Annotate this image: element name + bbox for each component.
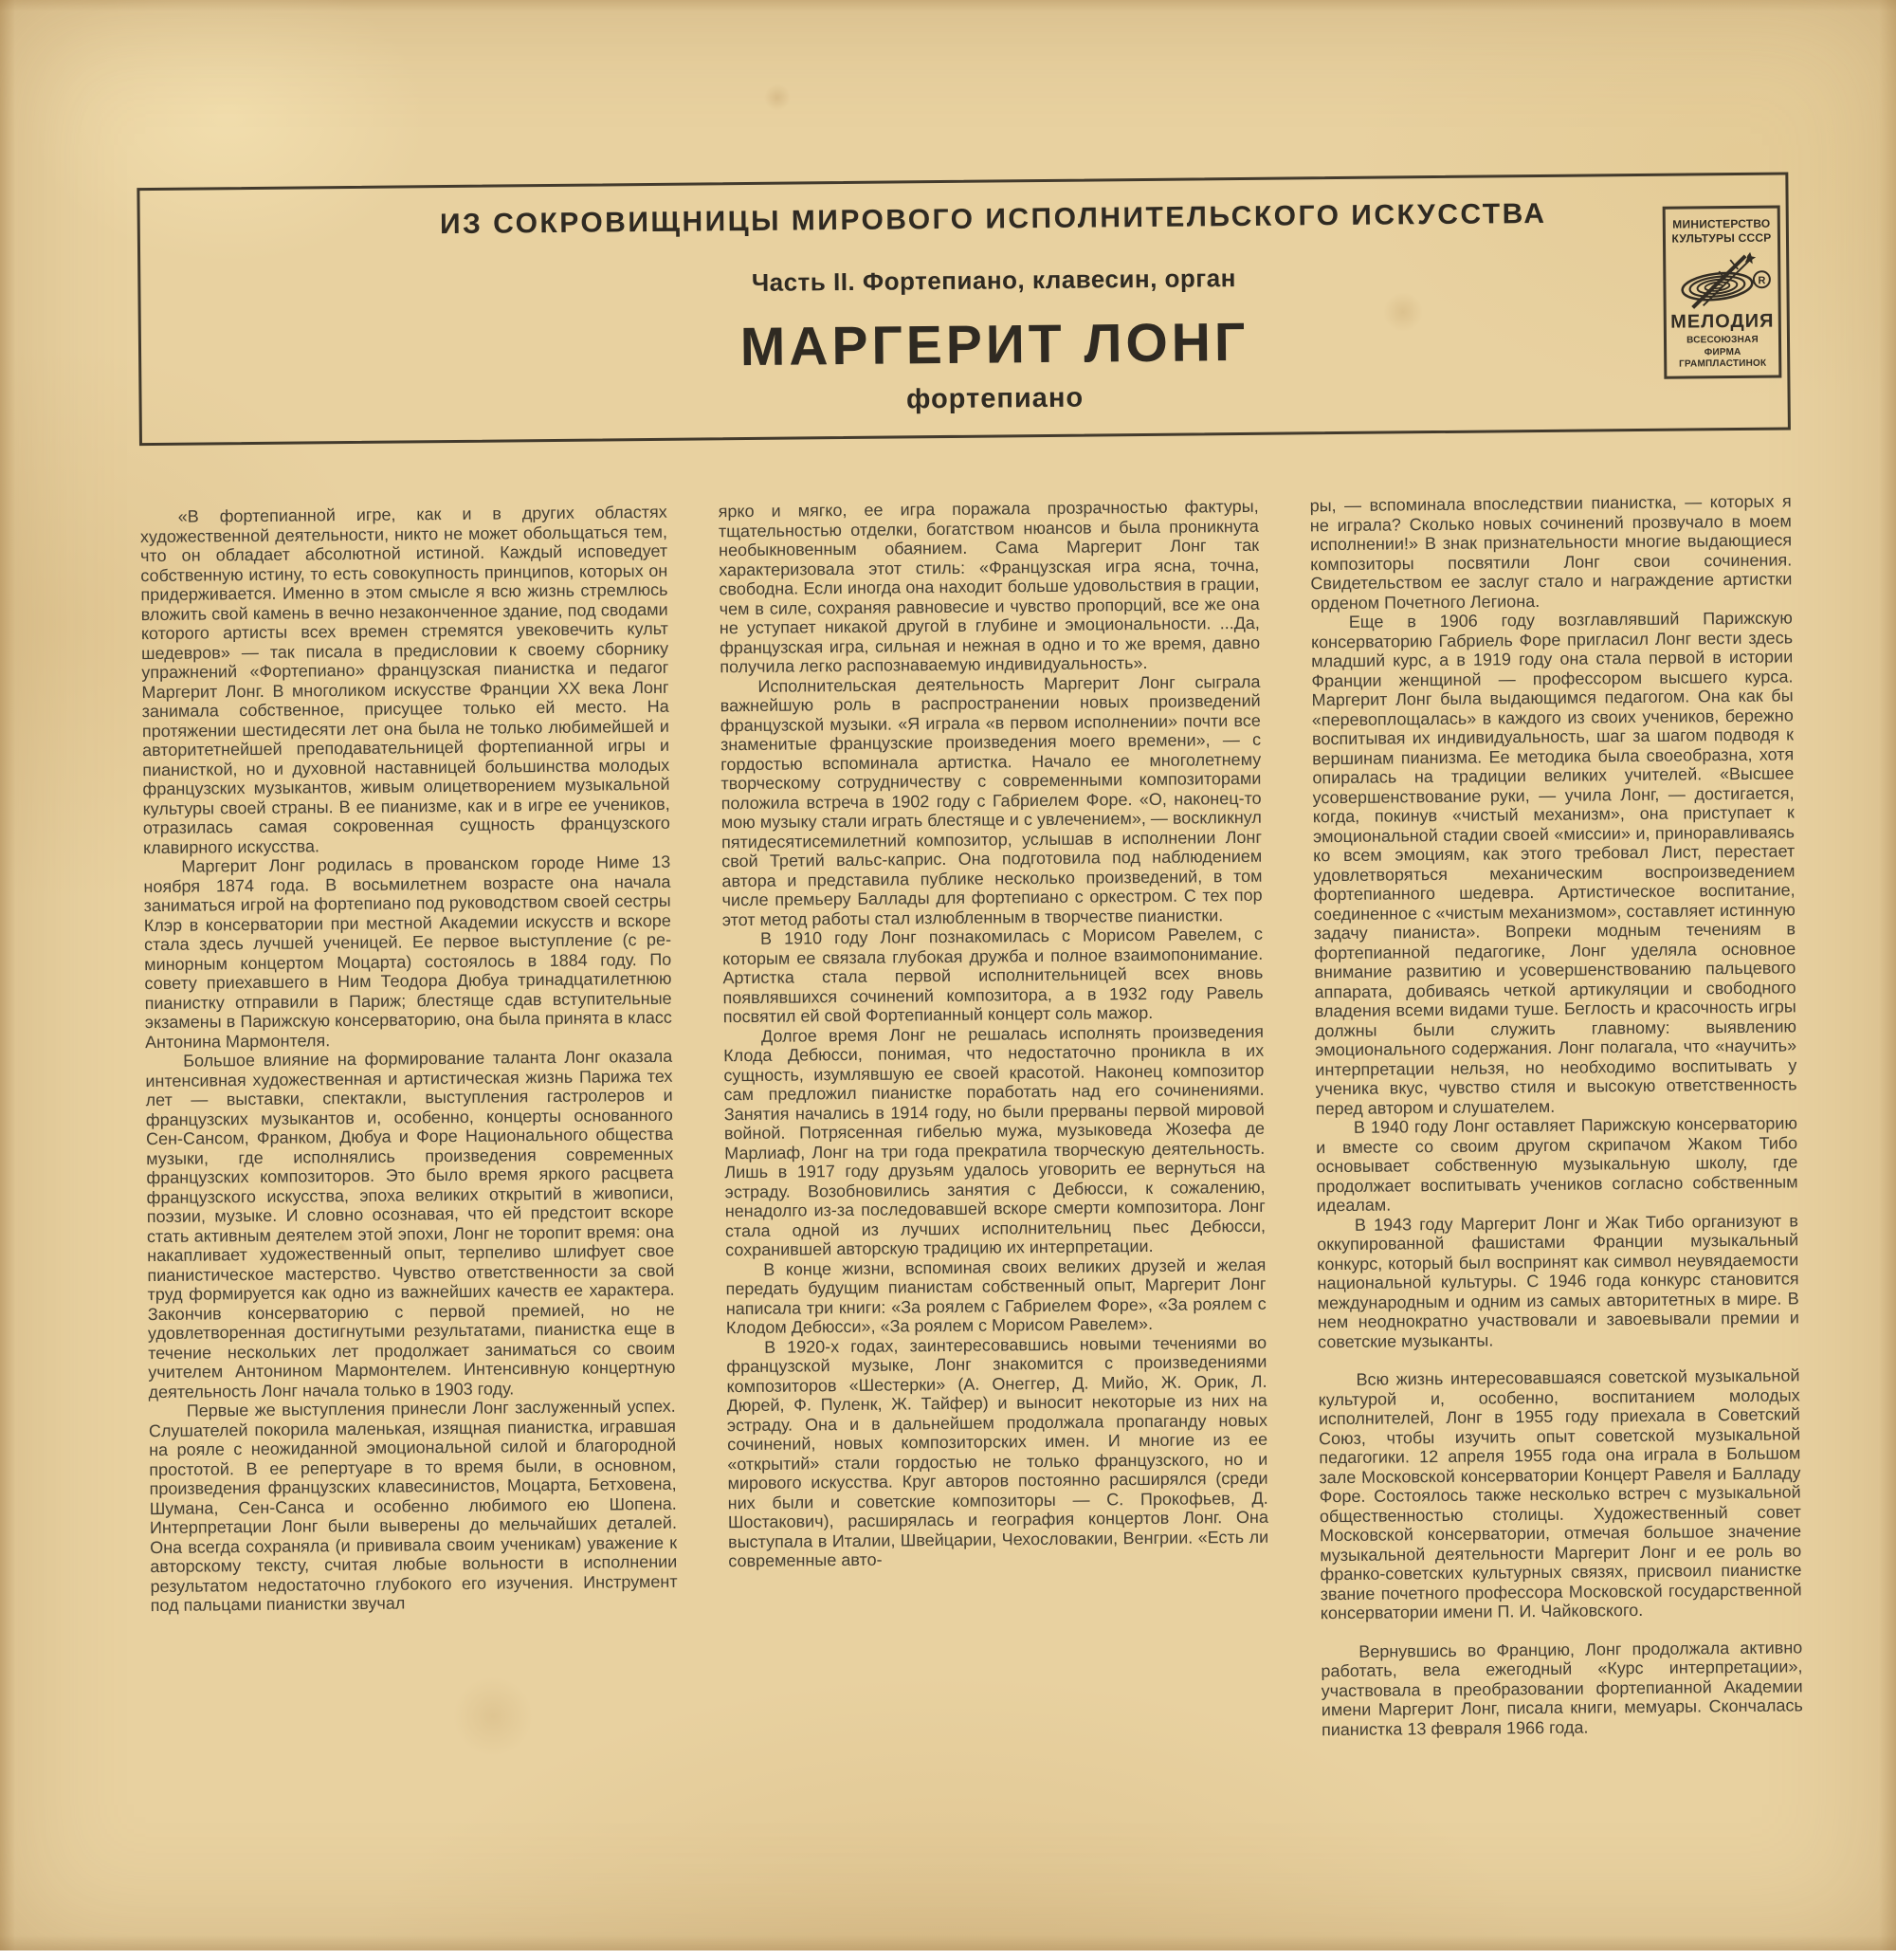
- firm-label: [1667, 335, 1778, 372]
- svg-text:R: R: [1758, 275, 1766, 287]
- ministry-label: [1666, 217, 1778, 246]
- paragraph: Вернувшись во Францию, Лонг продолжала активно работать, вела ежегодный «Курс интерпретации», участвовала в преобразовании фортепианной Академии имени Маргерит Лонг, писала книги, мемуары. Скончалась пианистка 13 февраля 1966 года.: [1321, 1637, 1803, 1739]
- paragraph: Первые же выступления принесли Лонг заслуженный успех. Слушателей покорила маленькая, изящная пианистка, игравшая на рояле с неожиданной эмоциональной силой и благородной простотой. В ее репертуаре в то время были, в основном, произведения французских клавесинистов, Моцарта, Бетховена, Шумана, Сен-Санса и особенно любимого ею Шопена. Интерпретации Лонг были выверены до мельчайших деталей. Она всегда сохраняла (и прививала своим ученикам) уважение к авторскому тексту, считая любые вольности в исполнении результатом недостаточно глубокого его изучения. Инструмент под пальцами пианистки звучал: [148, 1396, 678, 1616]
- paragraph: В 1920-х годах, заинтересовавшись новыми течениями во французской музыке, Лонг знакомится с произведениями композиторов «Шестерки» (А. Онеггер, Д. Мийо, Ж. Орик, Л. Дюрей, Ф. Пуленк, Ж. Тайфер) и выносит некоторые из них на эстраду. Она и в дальнейшем продолжала пропаганду новых сочинений, новых композиторских имен. И многие из ее «открытий» стали гордостью не только французского, но и мирового искусства. Круг авторов постоянно расширялся (среди них были и советские композиторы — С. Прокофьев, Д. Шостакович), расширялась и география концертов Лонг. Она выступала в Италии, Швейцарии, Чехословакии, Венгрии. «Есть ли современные авто-: [726, 1332, 1269, 1571]
- melodiya-logo-box: [1663, 206, 1782, 379]
- paragraph: Маргерит Лонг родилась в прованском городе Ниме 13 ноября 1874 года. В восьмилетнем возрасте она начала заниматься игрой на фортепиано под руководством своей сестры Клэр в консерватории при местной Академии искусств и вскоре стала здесь лучшей ученицей. Ее первое выступление (с ре-минорным концертом Моцарта) состоялось в 1884 году. По совету приехавшего в Ним Теодора Дюбуа тринадцатилетнюю пианистку отправили в Париж; блестяще сдав вступительные экзамены в Парижскую консерваторию, она была принята в класс Антонина Мармонтеля.: [143, 852, 672, 1052]
- series-subtitle: Часть II. Фортепиано, клавесин, орган: [751, 264, 1236, 297]
- registered-icon: [1754, 271, 1770, 287]
- article-column-3: [1310, 491, 1805, 1859]
- paragraph: Большое влияние на формирование таланта Лонг оказала интенсивная художественная и артистическая жизнь Парижа тех лет — выставки, спектакли, выступления гастролеров и французских музыкантов и, особенно, концерты основанного Сен-Сансом, Франком, Дюбуа и Форе Национального общества музыки, где исполнялись произведения современных французских композиторов. Это было время яркого расцвета французского искусства, эпоха великих открытий в живописи, поэзии, музыке. И словно осознавая, что ей предстоит вскоре стать активным деятелем этой эпохи, Лонг не торопит время: она накапливает художественный опыт, терпеливо шлифует свое пианистическое мастерство. Чувство ответственности за свой труд формируется как одно из важнейших качеств ее характера. Закончив консерваторию с первой премией, но не удовлетворенная достигнутыми результатами, пианистка еще в течение нескольких лет продолжает заниматься со своим учителем Антонином Мармонтелем. Интенсивную концертную деятельность Лонг начала только в 1903 году.: [145, 1046, 676, 1401]
- instrument-label: фортепиано: [905, 382, 1085, 415]
- paragraph: В конце жизни, вспоминая своих великих друзей и желая передать будущим пианистам собственный опыт, Маргерит Лонг написала три книги: «За роялем с Габриелем Форе», «За роялем с Клодом Дебюсси», «За роялем с Морисом Равелем».: [725, 1255, 1267, 1338]
- paragraph: В 1940 году Лонг оставляет Парижскую консерваторию и вместе со своим другом скрипачом Жаком Тибо основывает собственную музыкальную школу, где продолжает воспитывать учеников согласно собственным идеалам.: [1316, 1113, 1798, 1216]
- melodiya-brand-label: МЕЛОДИЯ: [1670, 310, 1775, 333]
- article-columns: [140, 491, 1805, 1871]
- firm-line2: ФИРМА: [1704, 346, 1741, 357]
- series-title: ИЗ СОКРОВИЩНИЦЫ МИРОВОГО ИСПОЛНИТЕЛЬСКОГО ИСКУССТВА: [439, 197, 1547, 241]
- header-box: [137, 172, 1791, 446]
- ministry-line2: КУЛЬТУРЫ СССР: [1671, 230, 1772, 246]
- paragraph: В 1943 году Маргерит Лонг и Жак Тибо организуют в оккупированной фашистами Франции музыкальный конкурс, который был воспринят как символ неувядаемости национальной культуры. С 1946 года конкурс становится международным и одним из самых авторитетных в мире. В нем неоднократно участвовали и завоевывали премии и советские музыканты.: [1317, 1210, 1799, 1351]
- paragraph: Еще в 1906 году возглавлявший Парижскую консерваторию Габриель Форе пригласил Лонг вести здесь младший курс, а в 1919 году она стала первой в истории Франции женщиной — профессором высшего курса. Маргерит Лонг была выдающимся педагогом. Она как бы «перевоплощалась» в каждого из своих учеников, бережно воспитывая их индивидуальность, шаг за шагом подводя к вершинам пианизма. Ее методика была своеобразна, хотя опиралась на традиции великих учителей. «Высшее усовершенствование руки, — учила Лонг, — достигается, когда, покинув «чистый механизм», она приступает к эмоциональной стадии своей «миссии» и, приноравливаясь ко всем эмоциям, как этого требовал Лист, перестает удовлетворяться механическим воспроизведением фортепианного шедевра. Артистическое воспитание, соединенное с «чистым механизмом», составляет истинную задачу пианиста». Вопреки модным течениям в фортепианной педагогике, Лонг уделяла основное внимание развитию и усовершенствованию пальцевого аппарата, добиваясь четкой артикуляции и свободного владения всеми видами туше. Беглость и красочность игры должны были служить главному: выявлению эмоционального содержания. Лонг полагала, что «научить» интерпретации нельзя, но необходимо воспитывать у ученика вкус, чувство стиля и высокую ответственность перед автором и слушателем.: [1310, 608, 1797, 1118]
- paragraph: ры, — вспоминала впоследствии пианистка, — которых я не играла? Сколько новых сочинений прозвучало в моем исполнении!» В знак признательности многие выдающиеся композиторы посвятили Лонг свои сочинения. Свидетельством ее заслуг стало и награждение артистки орденом Почетного Легиона.: [1309, 491, 1793, 613]
- paragraph: Долгое время Лонг не решалась исполнять произведения Клода Дебюсси, понимая, что недостаточно проникла в их сущность, изумлявшую ее своей красотой. Наконец композитор сам предложил пианистке поработать над его сочинениями. Занятия начались в 1914 году, но были прерваны первой мировой войной. Потрясенная гибелью мужа, музыковеда Жозефа де Марлиаф, Лонг на три года прекратила творческую деятельность. Лишь в 1917 году друзьям удалось уговорить ее вернуться на эстраду. Возобновились занятия с Дебюсси, к сожалению, ненадолго из-за последовавшей вскоре смерти композитора. Лонг стала одной из лучших исполнительниц пьес Дебюсси, сохранившей авторскую традицию их интерпретации.: [723, 1021, 1267, 1260]
- paragraph: Исполнительская деятельность Маргерит Лонг сыграла важнейшую роль в распространении новых произведений французской музыки. «Я играла «в первом исполнении» почти все знаменитые французские произведения моего времени», — с гордостью вспоминала артистка. Начало ее многолетнему творческому сотрудничеству с современными композиторами положила встреча в 1902 году с Габриелем Форе. «О, наконец-то мою музыку стали играть блестяще и с увлечением», — воскликнул пятидесятисемилетний композитор, услышав в исполнении Лонг свой Третий вальс-каприс. Она подготовила под наблюдением автора и представила публике несколько произведений, в том числе премьеру Баллады для фортепиано с оркестром. С тех пор этот метод работы стал излюбленным в творчестве пианистки.: [720, 671, 1263, 929]
- article-column-2: [719, 497, 1272, 1865]
- paragraph: «В фортепианной игре, как и в других областях художественной деятельности, никто не может обольщаться тем, что он обладает абсолютной истиной. Каждый исповедует собственную истину, то есть совокупность принципов, которых он придерживается. Именно в этом смысле я всю жизнь стремлюсь вложить свой камень в вечно незаконченное здание, под сводами которого артисты всех времен стремятся увековечить культ шедевров» — так писала в предисловии к своему сборнику упражнений «Фортепиано» французская пианистка и педагог Маргерит Лонг. В многоликом искусстве Франции XX века Лонг занимала собственное, присущее только ей место. На протяжении шестидесяти лет она была не только любимейшей и авторитетнейшей преподавательницей фортепианной игры и пианисткой, но и духовной наставницей большинства молодых французских музыкантов, живым олицетворением музыкальной культуры своей страны. В ее пианизме, как и в игре ее учеников, отразилась самая сокровенная сущность французского клавирного искусства.: [139, 502, 670, 857]
- artist-name: МАРГЕРИТ ЛОНГ: [739, 311, 1249, 378]
- firm-line3: ГРАМПЛАСТИНОК: [1679, 357, 1767, 370]
- article-column-1: [140, 503, 681, 1871]
- ministry-line1: МИНИСТЕРСТВО: [1672, 216, 1771, 231]
- paragraph: В 1910 году Лонг познакомилась с Морисом Равелем, с которым ее связала глубокая дружба и полное взаимопонимание. Артистка стала первой исполнительницей всех вновь появлявшихся сочинений композитора, а в 1932 году Равель посвятил ей свой Фортепианный концерт соль мажор.: [722, 924, 1264, 1027]
- firm-line1: ВСЕСОЮЗНАЯ: [1686, 334, 1759, 346]
- record-icon: [1681, 270, 1754, 303]
- paragraph: ярко и мягко, ее игра поражала прозрачностью фактуры, тщательностью отделки, богатством нюансов и была проникнута необыкновенным обаянием. Сама Маргерит Лонг так характеризовала этот стиль: «Французская игра ясна, точна, свободна. Если иногда она находит больше удовольствия в грации, чем в силе, сохраняя равновесие и чувство пропорций, все же она не уступает никакой другой в глубине и эмоциональности. ...Да, французская игра, сильная и нежная в одно и то же время, давно получила легко распознаваемую индивидуальность».: [718, 496, 1261, 677]
- melodiya-emblem-icon: [1671, 248, 1773, 310]
- paragraph: Всю жизнь интересовавшаяся советской музыкальной культурой и, особенно, воспитанием молодых исполнителей, Лонг в 1955 году приехала в Советский Союз, чтобы изучить опыт советской музыкальной педагогики. 12 апреля 1955 года она играла в Большом зале Московской консерватории Концерт Равеля и Балладу Форе. Состоялось также несколько встреч с музыкальной общественностью столицы. Художественный совет Московской консерватории, отмечая большое значение музыкальной деятельности Маргерит Лонг и ее роль во франко-советских культурных связях, присвоил пианистке звание почетного профессора Московской государственной консерватории имени П. И. Чайковского.: [1318, 1365, 1802, 1623]
